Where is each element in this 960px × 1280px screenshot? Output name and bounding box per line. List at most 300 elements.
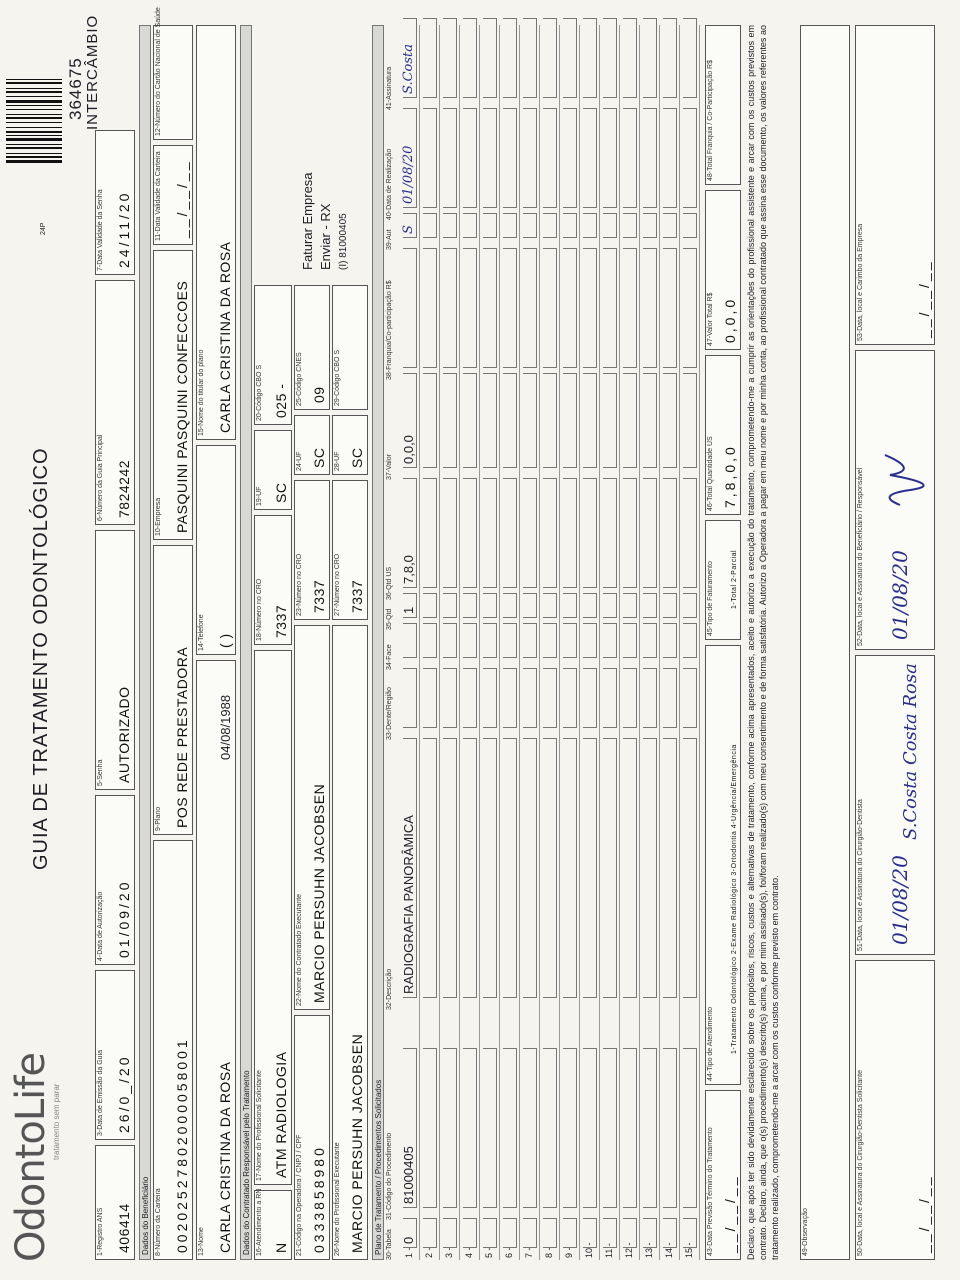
note-faturar: Faturar Empresa — [300, 172, 315, 270]
proc-codigo-cell — [563, 1048, 577, 1208]
proc-us-cell — [523, 478, 537, 588]
cbo-solicitante-field: 20-Código CBO S 025 - — [254, 285, 292, 425]
proc-codigo-cell — [663, 1048, 677, 1208]
proc-valor-cell — [463, 373, 477, 468]
header-dente: 33-Dente/Região — [386, 687, 393, 740]
proc-valor-cell — [583, 373, 597, 468]
row-number: 3 - — [444, 1247, 454, 1258]
section-beneficiario: Dados do Beneficiário — [139, 25, 151, 1260]
proc-franquia-cell — [523, 248, 537, 368]
barcode-bar — [6, 96, 62, 97]
declaration-text: Declaro, que após ter sido devidamente esclarecido sobre os propósitos, riscos, custos e alternativas de tratamento, conforme acima apresentados, aceito e autorizo a execução do tratamento, comprometendo-me a cumprir as orientações do profissional assistente e arcar com os custos previstos em contrato. Declaro, ainda, que o(s) procedimento(s) descrito(s) acima, e por mim assinado(s), foi/foram realizado(s) com meu consentimento e de forma satisfatória. Autorizo a Operadora a pagar em meu nome e por minha conta, ao profissional contratado que assina esse documento, os valores referentes ao tratamento realizado, comprometendo-me a arcar com os custos conforme previsto em contrato. — [746, 25, 780, 1260]
proc-us-cell — [463, 478, 477, 588]
proc-codigo-cell — [423, 1048, 437, 1208]
proc-aut-cell — [643, 213, 657, 238]
proc-descricao-cell — [503, 738, 517, 998]
proc-assinatura-cell — [423, 18, 437, 98]
table-row — [540, 25, 560, 1260]
proc-franquia-cell — [563, 248, 577, 368]
nome-beneficiario-field: 13-Nome CARLA CRISTINA DA ROSA — [196, 660, 236, 1260]
proc-valor-cell — [503, 373, 517, 468]
proc-assinatura-cell — [583, 18, 597, 98]
senha-field: 5-Senha AUTORIZADO — [95, 530, 135, 790]
proc-qtd-cell — [503, 593, 517, 618]
codigo-operadora-field: 21-Código na Operadora / CNPJ / CPF 0333858980 — [294, 1015, 330, 1260]
proc-assinatura-cell — [603, 18, 617, 98]
barcode-caption: 24P — [40, 222, 47, 235]
proc-franquia-cell — [463, 248, 477, 368]
proc-data-cell — [683, 108, 697, 208]
profissional-executante-field: 26-Nome do Profissional Executante MARCIO PERSUHN JACOBSEN — [332, 625, 368, 1260]
proc-qtd-cell — [683, 593, 697, 618]
proc-us-cell — [483, 478, 497, 588]
proc-face-cell — [403, 623, 417, 658]
proc-tabela-cell — [423, 1218, 437, 1248]
barcode-bar — [6, 147, 62, 149]
cro-profissional-field: 27-Número no CRO 7337 — [332, 480, 368, 620]
row-number: 11 - — [604, 1243, 614, 1258]
proc-dente-cell — [503, 668, 517, 728]
proc-franquia-cell — [403, 248, 417, 368]
proc-face-cell — [503, 623, 517, 658]
proc-tabela-cell — [543, 1218, 557, 1248]
proc-aut-cell — [683, 213, 697, 238]
row-number: 5 - — [484, 1247, 494, 1258]
proc-dente-cell — [623, 668, 637, 728]
proc-dente-cell — [523, 668, 537, 728]
header-franquia: 38-Franquia/Co-participação R$ — [386, 280, 393, 380]
proc-assinatura-cell — [543, 18, 557, 98]
proc-aut-cell: S — [403, 213, 417, 238]
proc-us-cell — [583, 478, 597, 588]
assinatura-solicitante-field: 50-Data, local e Assinatura do Cirurgião-Dentista Solicitante __/__/__ — [855, 960, 935, 1260]
proc-franquia-cell — [643, 248, 657, 368]
proc-us-cell — [643, 478, 657, 588]
proc-aut-cell — [663, 213, 677, 238]
uf-profissional-field: 28-UF SC — [332, 415, 368, 475]
proc-descricao-cell — [603, 738, 617, 998]
proc-qtd-cell — [483, 593, 497, 618]
proc-tabela-cell — [683, 1218, 697, 1248]
barcode-bar — [6, 131, 62, 133]
note-codigo: (I) 81000405 — [338, 213, 349, 270]
assinatura-dentista-field: 51-Data, local e Assinatura do Cirurgião-Dentista — [855, 655, 935, 955]
proc-codigo-cell — [623, 1048, 637, 1208]
barcode-bar — [6, 109, 62, 110]
proc-face-cell — [423, 623, 437, 658]
proc-assinatura-cell — [663, 18, 677, 98]
proc-us-cell — [443, 478, 457, 588]
proc-descricao-cell — [583, 738, 597, 998]
guide-number: 364675 — [66, 57, 85, 120]
table-row — [600, 25, 620, 1260]
proc-dente-cell — [463, 668, 477, 728]
proc-face-cell — [563, 623, 577, 658]
table-row — [580, 25, 600, 1260]
section-contratado: Dados do Contratado Responsável pelo Tratamento — [240, 25, 252, 1260]
proc-qtd-cell — [463, 593, 477, 618]
valor-total-field: 47-Valor Total R$ 0,0,0 — [705, 190, 741, 350]
proc-aut-cell — [503, 213, 517, 238]
barcode-bar — [6, 135, 62, 136]
barcode-bar — [6, 156, 62, 158]
proc-qtd-cell — [523, 593, 537, 618]
proc-dente-cell — [663, 668, 677, 728]
header-aut: 39-Aut — [386, 229, 393, 250]
proc-us-cell — [683, 478, 697, 588]
proc-assinatura-cell — [643, 18, 657, 98]
barcode-bar — [6, 82, 62, 84]
proc-qtd-cell — [623, 593, 637, 618]
table-row — [480, 25, 500, 1260]
proc-descricao-cell — [423, 738, 437, 998]
plano-field: 9-Plano POS REDE PRESTADORA — [153, 545, 193, 835]
proc-aut-cell — [563, 213, 577, 238]
proc-valor-cell — [483, 373, 497, 468]
proc-us-cell: 7,8,0 — [403, 478, 417, 588]
proc-descricao-cell — [523, 738, 537, 998]
proc-face-cell — [683, 623, 697, 658]
observacao-field: 49-Observação — [800, 25, 850, 1260]
proc-codigo-cell — [583, 1048, 597, 1208]
proc-dente-cell — [443, 668, 457, 728]
barcode-bar — [6, 122, 62, 123]
header-face: 34-Face — [386, 644, 393, 670]
proc-descricao-cell — [663, 738, 677, 998]
carteira-field: 8-Número da Carteira 00202527802000058001 — [153, 840, 193, 1260]
header-data: 40-Data de Realização — [386, 148, 393, 220]
proc-franquia-cell — [603, 248, 617, 368]
assinatura-beneficiario-field: 52-Data, local e Assinatura do Beneficiário / Responsável — [855, 350, 935, 650]
cnes-field: 25-Código CNES 09 — [294, 285, 330, 410]
proc-franquia-cell — [423, 248, 437, 368]
proc-codigo-cell — [543, 1048, 557, 1208]
proc-face-cell — [463, 623, 477, 658]
titular-field: 15-Nome do titular do plano CARLA CRISTINA DA ROSA — [196, 25, 236, 440]
proc-data-cell — [543, 108, 557, 208]
proc-tabela-cell: 0 — [403, 1218, 417, 1248]
proc-us-cell — [423, 478, 437, 588]
proc-qtd-cell — [423, 593, 437, 618]
header-assinatura: 41-Assinatura — [386, 66, 393, 110]
proc-tabela-cell — [563, 1218, 577, 1248]
validade-carteira-field: 11-Data Validade da Carteira __/__/__ — [153, 145, 193, 245]
proc-us-cell — [623, 478, 637, 588]
tipo-atendimento-field: 44-Tipo de Atendimento 1-Tratamento Odontológico 2-Exame Radiológico 3-Ortodontia 4-Urgência/Emergência — [705, 645, 741, 1085]
proc-descricao-cell — [443, 738, 457, 998]
proc-dente-cell — [683, 668, 697, 728]
proc-qtd-cell: 1 — [403, 593, 417, 618]
row-number: 6 - — [504, 1247, 514, 1258]
proc-codigo-cell — [603, 1048, 617, 1208]
proc-face-cell — [623, 623, 637, 658]
profissional-solicitante-field: 17-Nome do Profissional Solicitante ATM RADIOLOGIA — [254, 650, 292, 1185]
total-us-field: 46-Total Quantidade US 7,8,0,0 — [705, 355, 741, 515]
proc-qtd-cell — [443, 593, 457, 618]
total-franquia-field: 48-Total Franquia / Co-Participação R$ — [705, 25, 741, 185]
table-row — [460, 25, 480, 1260]
proc-aut-cell — [583, 213, 597, 238]
assinatura-dentista: S.Costa Costa Rosa — [900, 663, 921, 840]
proc-dente-cell — [403, 668, 417, 728]
proc-codigo-cell — [463, 1048, 477, 1208]
header-us: 36-Qtd US — [386, 566, 393, 600]
table-row — [420, 25, 440, 1260]
guide-type: INTERCÂMBIO — [84, 14, 101, 130]
barcode-bar — [6, 88, 62, 89]
proc-tabela-cell — [643, 1218, 657, 1248]
proc-descricao-cell — [463, 738, 477, 998]
cro-executante-field: 23-Número no CRO 7337 — [294, 480, 330, 620]
cro-solicitante-field: 18-Número no CRO 7337 — [254, 515, 292, 645]
proc-assinatura-cell — [623, 18, 637, 98]
proc-assinatura-cell — [483, 18, 497, 98]
data-nascimento: 04/08/1988 — [218, 694, 233, 760]
barcode-bar — [6, 79, 62, 80]
proc-qtd-cell — [643, 593, 657, 618]
proc-tabela-cell — [623, 1218, 637, 1248]
proc-us-cell — [503, 478, 517, 588]
data-autorizacao-field: 4-Data de Autorização 01/09/20 — [95, 795, 135, 965]
note-enviar: Enviar - RX — [318, 203, 333, 270]
proc-tabela-cell — [503, 1218, 517, 1248]
proc-qtd-cell — [603, 593, 617, 618]
guia-principal-field: 6-Número da Guia Principal 7824242 — [95, 280, 135, 525]
proc-dente-cell — [563, 668, 577, 728]
proc-valor-cell — [423, 373, 437, 468]
proc-valor-cell — [523, 373, 537, 468]
proc-data-cell — [623, 108, 637, 208]
table-row — [500, 25, 520, 1260]
proc-descricao-cell — [623, 738, 637, 998]
proc-face-cell — [483, 623, 497, 658]
cns-field: 12-Número do Cartão Nacional de Saúde — [153, 25, 193, 140]
proc-data-cell — [643, 108, 657, 208]
barcode-bar — [6, 114, 62, 115]
proc-assinatura-cell — [443, 18, 457, 98]
proc-aut-cell — [543, 213, 557, 238]
barcode-bar — [6, 138, 62, 141]
row-number: 12 - — [624, 1242, 634, 1258]
proc-tabela-cell — [483, 1218, 497, 1248]
proc-tabela-cell — [663, 1218, 677, 1248]
proc-qtd-cell — [563, 593, 577, 618]
uf-solicitante-field: 19-UF SC — [254, 430, 292, 510]
empresa-field: 10-Empresa PASQUINI PASQUINI CONFECCOES — [153, 250, 193, 540]
barcode-bar — [6, 127, 62, 128]
barcode-bar — [6, 117, 62, 119]
proc-data-cell — [483, 108, 497, 208]
validade-senha-field: 7-Data Validade da Senha 24/11/20 — [95, 130, 135, 275]
proc-assinatura-cell: S.Costa — [403, 18, 417, 98]
proc-descricao-cell — [683, 738, 697, 998]
proc-descricao-cell: RADIOGRAFIA PANORÂMICA — [403, 738, 417, 998]
proc-valor-cell — [623, 373, 637, 468]
proc-valor-cell — [663, 373, 677, 468]
proc-codigo-cell — [443, 1048, 457, 1208]
proc-face-cell — [523, 623, 537, 658]
proc-codigo-cell — [683, 1048, 697, 1208]
barcode-bar — [6, 105, 62, 106]
proc-aut-cell — [443, 213, 457, 238]
proc-aut-cell — [423, 213, 437, 238]
proc-data-cell — [523, 108, 537, 208]
row-number: 1 - — [404, 1247, 414, 1258]
proc-data-cell — [463, 108, 477, 208]
barcode-bar — [6, 160, 62, 163]
proc-face-cell — [663, 623, 677, 658]
proc-us-cell — [603, 478, 617, 588]
proc-descricao-cell — [643, 738, 657, 998]
uf-executante-field: 24-UF SC — [294, 415, 330, 475]
proc-us-cell — [663, 478, 677, 588]
table-row — [520, 25, 540, 1260]
proc-codigo-cell: 81000405 — [403, 1048, 417, 1208]
proc-data-cell — [563, 108, 577, 208]
proc-data-cell — [583, 108, 597, 208]
barcode-bar — [6, 91, 62, 93]
row-number: 4 - — [464, 1247, 474, 1258]
logo: OdontoLife — [8, 1053, 54, 1262]
section-procedimentos: Plano de Tratamento / Procedimentos Solicitados — [372, 25, 384, 1260]
proc-assinatura-cell — [683, 18, 697, 98]
proc-franquia-cell — [503, 248, 517, 368]
header-valor: 37-Valor — [386, 454, 393, 480]
proc-codigo-cell — [483, 1048, 497, 1208]
proc-valor-cell — [683, 373, 697, 468]
proc-face-cell — [583, 623, 597, 658]
proc-tabela-cell — [583, 1218, 597, 1248]
cbo-profissional-field: 29-Código CBO S — [332, 285, 368, 410]
row-number: 13 - — [644, 1242, 654, 1258]
proc-valor-cell — [603, 373, 617, 468]
proc-dente-cell — [643, 668, 657, 728]
proc-franquia-cell — [483, 248, 497, 368]
proc-tabela-cell — [603, 1218, 617, 1248]
table-row — [440, 25, 460, 1260]
proc-us-cell — [563, 478, 577, 588]
barcode-bar — [6, 100, 62, 103]
table-row — [620, 25, 640, 1260]
data-dentista: 01/08/20 — [888, 855, 912, 945]
row-number: 8 - — [544, 1247, 554, 1258]
header-qtd: 35-Qtd — [386, 608, 393, 630]
proc-aut-cell — [463, 213, 477, 238]
proc-aut-cell — [523, 213, 537, 238]
proc-valor-cell — [643, 373, 657, 468]
proc-tabela-cell — [523, 1218, 537, 1248]
header-codigo: 31-Código do Procedimento — [386, 1132, 393, 1220]
proc-franquia-cell — [623, 248, 637, 368]
telefone-field: 14-Telefone ( ) — [196, 445, 236, 655]
proc-data-cell — [443, 108, 457, 208]
proc-dente-cell — [483, 668, 497, 728]
proc-valor-cell — [443, 373, 457, 468]
proc-descricao-cell — [563, 738, 577, 998]
proc-data-cell — [603, 108, 617, 208]
proc-valor-cell: 0,0,0 — [403, 373, 417, 468]
data-emissao-field: 3-Data de Emissão da Guia 26/0_/20 — [95, 970, 135, 1140]
contratado-executante-field: 22-Nome do Contratado Executante MARCIO PERSUHN JACOBSEN — [294, 625, 330, 1010]
proc-assinatura-cell — [523, 18, 537, 98]
proc-data-cell — [423, 108, 437, 208]
proc-valor-cell — [543, 373, 557, 468]
row-number: 9 - — [564, 1247, 574, 1258]
table-row — [660, 25, 680, 1260]
proc-assinatura-cell — [463, 18, 477, 98]
table-row — [400, 25, 420, 1260]
proc-valor-cell — [563, 373, 577, 468]
proc-face-cell — [603, 623, 617, 658]
proc-codigo-cell — [643, 1048, 657, 1208]
signature-scribble-icon — [870, 450, 930, 510]
atendimento-rn-field: 16-Atendimento a RN N — [254, 1190, 292, 1260]
proc-codigo-cell — [523, 1048, 537, 1208]
row-number: 10 - — [584, 1242, 594, 1258]
proc-descricao-cell — [543, 738, 557, 998]
proc-assinatura-cell — [503, 18, 517, 98]
proc-codigo-cell — [503, 1048, 517, 1208]
proc-face-cell — [643, 623, 657, 658]
barcode-icon — [4, 15, 64, 165]
header-descricao: 32-Descrição — [386, 968, 393, 1010]
proc-tabela-cell — [463, 1218, 477, 1248]
proc-qtd-cell — [663, 593, 677, 618]
proc-dente-cell — [423, 668, 437, 728]
previsao-termino-field: 43-Data Previsão Término do Tratamento __/__/__ — [705, 1090, 741, 1260]
procedures-header — [386, 25, 398, 1260]
proc-franquia-cell — [543, 248, 557, 368]
proc-us-cell — [543, 478, 557, 588]
proc-aut-cell — [603, 213, 617, 238]
proc-aut-cell — [483, 213, 497, 238]
registro-ans-field: 1-Registro ANS 406414 — [95, 1145, 135, 1260]
proc-face-cell — [443, 623, 457, 658]
carimbo-empresa-field: 53-Data, local e Carimbo da Empresa __/__/__ — [855, 25, 935, 345]
tipo-faturamento-field: 45-Tipo de Faturamento 1-Total 2-Parcial — [705, 520, 741, 640]
logo-tagline: tratamento sem parar — [52, 1083, 61, 1160]
proc-data-cell — [503, 108, 517, 208]
proc-assinatura-cell — [563, 18, 577, 98]
barcode-bar — [6, 144, 62, 145]
table-row — [560, 25, 580, 1260]
proc-data-cell: 01/08/20 — [403, 108, 417, 208]
row-number: 14 - — [664, 1242, 674, 1258]
proc-dente-cell — [603, 668, 617, 728]
row-number: 2 - — [424, 1247, 434, 1258]
proc-franquia-cell — [583, 248, 597, 368]
proc-data-cell — [663, 108, 677, 208]
proc-franquia-cell — [443, 248, 457, 368]
proc-descricao-cell — [483, 738, 497, 998]
proc-qtd-cell — [583, 593, 597, 618]
table-row — [640, 25, 660, 1260]
page-title: GUIA DE TRATAMENTO ODONTOLÓGICO — [30, 447, 52, 870]
data-beneficiario: 01/08/20 — [888, 550, 912, 640]
header-tabela: 30-Tabela — [386, 1229, 393, 1260]
proc-dente-cell — [543, 668, 557, 728]
proc-face-cell — [543, 623, 557, 658]
barcode-bar — [6, 153, 62, 154]
row-number: 15 - — [684, 1242, 694, 1258]
proc-aut-cell — [623, 213, 637, 238]
proc-franquia-cell — [663, 248, 677, 368]
table-row — [680, 25, 700, 1260]
proc-qtd-cell — [543, 593, 557, 618]
proc-franquia-cell — [683, 248, 697, 368]
row-number: 7 - — [524, 1247, 534, 1258]
proc-dente-cell — [583, 668, 597, 728]
